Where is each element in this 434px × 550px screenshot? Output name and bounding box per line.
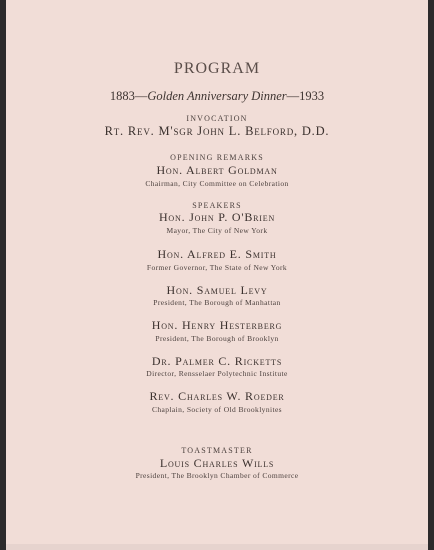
speaker-name: Dr. Palmer C. Ricketts [151,354,283,368]
toastmaster-name: Louis Charles Wills [159,456,275,470]
subtitle-years-start: 1883— [109,89,148,103]
page-bottom-edge [6,544,428,550]
speaker-role: President, The Borough of Brooklyn [155,334,279,343]
opening-remarks-name: Hon. Albert Goldman [156,163,278,177]
speaker-role: Chaplain, Society of Old Brooklynites [152,405,282,414]
speakers-label: SPEAKERS [192,201,242,210]
program-subtitle [6,89,428,104]
invocation-name: Rt. Rev. M'sgr John L. Belford, D.D. [104,124,330,138]
opening-remarks-label: OPENING REMARKS [170,153,264,162]
speaker-role: Mayor, The City of New York [166,226,268,235]
speaker-name: Hon. Samuel Levy [166,283,268,297]
invocation-label: INVOCATION [186,114,248,123]
toastmaster-role: President, The Brooklyn Chamber of Commerce [135,471,299,480]
speaker-role: Director, Rensselaer Polytechnic Institute [146,369,288,378]
speaker-name: Hon. Henry Hesterberg [151,318,283,332]
subtitle-event: Golden Anniversary Dinner [147,89,287,103]
speaker-name: Hon. John P. O'Brien [158,210,276,224]
speaker-name: Hon. Alfred E. Smith [157,247,277,261]
speaker-role: Former Governor, The State of New York [146,263,288,272]
speaker-role: President, The Borough of Manhattan [153,298,281,307]
program-title: PROGRAM [173,60,261,77]
program-page [6,0,428,544]
opening-remarks-role: Chairman, City Committee on Celebration [145,179,289,188]
subtitle-years-end: —1933 [286,89,325,103]
toastmaster-label: TOASTMASTER [181,446,253,455]
speaker-name: Rev. Charles W. Roeder [149,389,285,403]
